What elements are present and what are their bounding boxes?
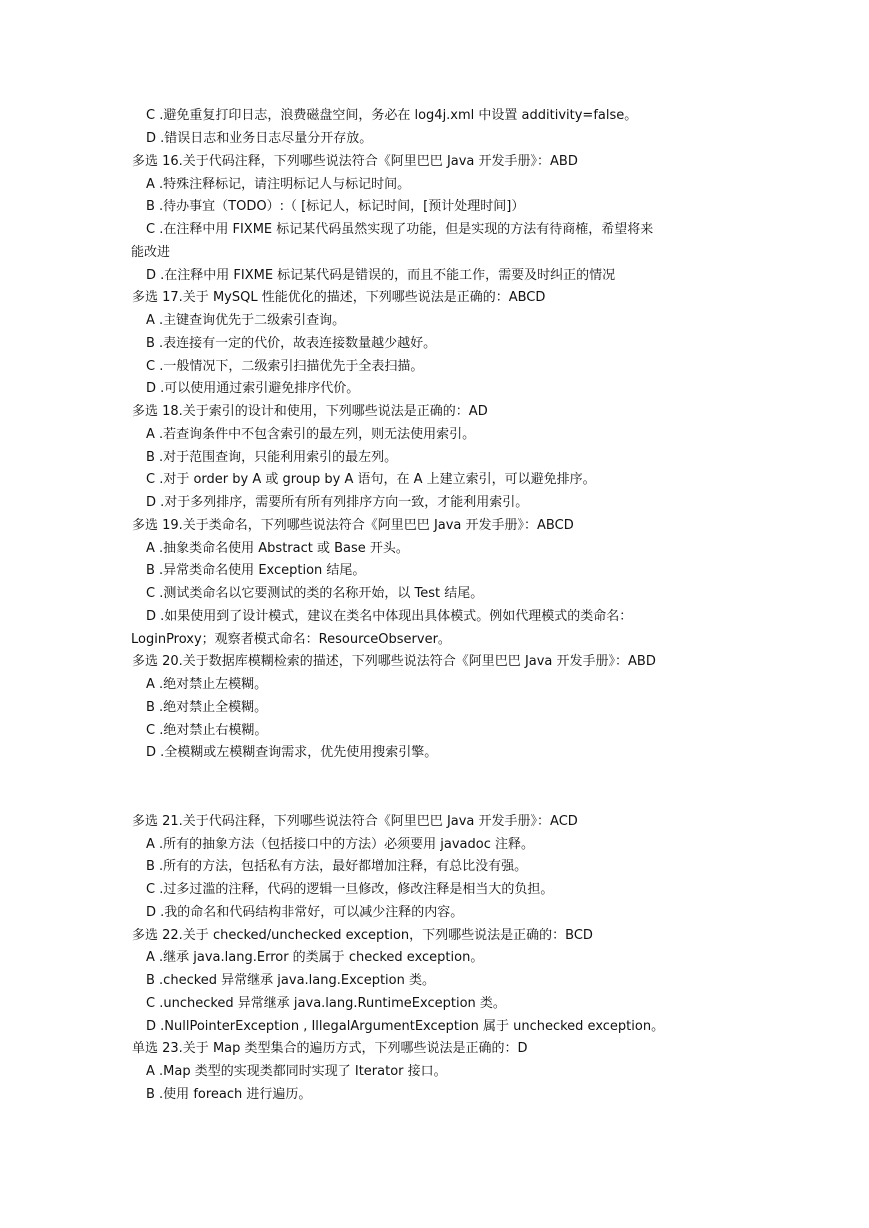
question-line: 多选 22.关于 checked/unchecked exception，下列哪些说法是正确的：BCD bbox=[132, 928, 593, 943]
option-line: A .继承 java.lang.Error 的类属于 checked exception。 bbox=[146, 950, 484, 965]
option-line: A .主键查询优先于二级索引查询。 bbox=[146, 313, 346, 328]
option-line: C .在注释中用 FIXME 标记某代码虽然实现了功能，但是实现的方法有待商榷，希望将来 bbox=[146, 222, 654, 237]
option-line: B .表连接有一定的代价，故表连接数量越少越好。 bbox=[146, 336, 437, 351]
option-line: D .如果使用到了设计模式，建议在类名中体现出具体模式。例如代理模式的类命名： bbox=[146, 609, 633, 624]
option-line: A .绝对禁止左模糊。 bbox=[146, 677, 268, 692]
option-line: D .全模糊或左模糊查询需求，优先使用搜索引擎。 bbox=[146, 745, 438, 760]
option-line: B .待办事宜（TODO）:（ [标记人，标记时间，[预计处理时间]） bbox=[146, 199, 525, 214]
option-line: A .Map 类型的实现类都同时实现了 Iterator 接口。 bbox=[146, 1064, 447, 1079]
option-line: B .绝对禁止全模糊。 bbox=[146, 700, 268, 715]
option-line: C .测试类命名以它要测试的类的名称开始，以 Test 结尾。 bbox=[146, 586, 484, 601]
option-line: A .所有的抽象方法（包括接口中的方法）必须要用 javadoc 注释。 bbox=[146, 837, 535, 852]
question-line: 多选 20.关于数据库模糊检索的描述，下列哪些说法符合《阿里巴巴 Java 开发手册》：ABD bbox=[132, 654, 656, 669]
option-line: B .对于范围查询，只能利用索引的最左列。 bbox=[146, 450, 398, 465]
option-line: A .抽象类命名使用 Abstract 或 Base 开头。 bbox=[146, 541, 409, 556]
option-line: D .错误日志和业务日志尽量分开存放。 bbox=[146, 131, 373, 146]
question-line: 多选 17.关于 MySQL 性能优化的描述，下列哪些说法是正确的：ABCD bbox=[132, 290, 546, 305]
option-line: C .绝对禁止右模糊。 bbox=[146, 723, 268, 738]
question-line: 多选 18.关于索引的设计和使用，下列哪些说法是正确的：AD bbox=[132, 404, 488, 419]
option-line: B .checked 异常继承 java.lang.Exception 类。 bbox=[146, 973, 435, 988]
option-line: D .我的命名和代码结构非常好，可以减少注释的内容。 bbox=[146, 905, 464, 920]
option-line: B .使用 foreach 进行遍历。 bbox=[146, 1087, 312, 1102]
option-continuation-line: 能改进 bbox=[131, 245, 171, 260]
question-line: 多选 19.关于类命名，下列哪些说法符合《阿里巴巴 Java 开发手册》：ABCD bbox=[132, 518, 574, 533]
option-line: C .unchecked 异常继承 java.lang.RuntimeException 类。 bbox=[146, 996, 506, 1011]
option-line: A .特殊注释标记，请注明标记人与标记时间。 bbox=[146, 177, 411, 192]
question-line: 多选 21.关于代码注释，下列哪些说法符合《阿里巴巴 Java 开发手册》：ACD bbox=[132, 814, 578, 829]
option-line: D .在注释中用 FIXME 标记某代码是错误的，而且不能工作，需要及时纠正的情况 bbox=[146, 268, 616, 283]
option-line: D .可以使用通过索引避免排序代价。 bbox=[146, 381, 360, 396]
option-line: D .NullPointerException , IllegalArgumentException 属于 unchecked exception。 bbox=[146, 1019, 665, 1034]
option-line: C .对于 order by A 或 group by A 语句，在 A 上建立索引，可以避免排序。 bbox=[146, 472, 596, 487]
question-line: 多选 16.关于代码注释，下列哪些说法符合《阿里巴巴 Java 开发手册》：ABD bbox=[132, 154, 578, 169]
option-line: B .异常类命名使用 Exception 结尾。 bbox=[146, 563, 366, 578]
option-line: C .一般情况下，二级索引扫描优先于全表扫描。 bbox=[146, 359, 424, 374]
option-line: C .避免重复打印日志，浪费磁盘空间，务必在 log4j.xml 中设置 additivity=false。 bbox=[146, 108, 638, 123]
option-line: D .对于多列排序，需要所有所有列排序方向一致，才能利用索引。 bbox=[146, 495, 529, 510]
question-line: 单选 23.关于 Map 类型集合的遍历方式，下列哪些说法是正确的：D bbox=[132, 1041, 528, 1056]
option-line: B .所有的方法，包括私有方法，最好都增加注释，有总比没有强。 bbox=[146, 859, 528, 874]
option-line: C .过多过滥的注释，代码的逻辑一旦修改，修改注释是相当大的负担。 bbox=[146, 882, 554, 897]
option-line: A .若查询条件中不包含索引的最左列，则无法使用索引。 bbox=[146, 427, 476, 442]
option-continuation-line: LoginProxy；观察者模式命名：ResourceObserver。 bbox=[131, 632, 451, 647]
